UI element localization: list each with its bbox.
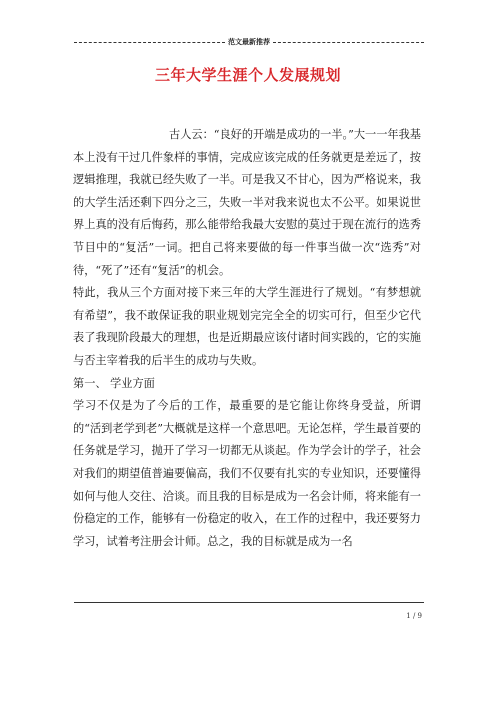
document-title: 三年大学生涯个人发展规划 <box>154 66 341 84</box>
document-body <box>73 124 421 553</box>
paragraph-intro: 古人云：“良好的开端是成功的一半。”大一一年我基本上没有干过几件象样的事情，完成应该完成的任务就更是差远了，按逻辑推理，我就已经失败了一半。可是我又不甘心，因为严格说来，我的大学生活还剩下四分之三，失败一半对我来说也太不公平。如果说世界上真的没有后悔药，那么能带给我最大安慰的莫过于现在流行的选秀节目中的“复活”一词。把自己将来要做的每一件事当做一次“选秀”对待，“死了”还有“复活”的机会。 <box>73 128 421 277</box>
footer-divider <box>74 602 424 603</box>
paragraph-academics: 学习不仅是为了今后的工作，最重要的是它能让你终身受益，所谓的“活到老学到老”大概就是这样一个意思吧。无论怎样，学生最首要的任务就是学习，抛开了学习一切都无从谈起。作为学会计的学子，社会对我们的期望值普遍要偏高，我们不仅要有扎实的专业知识，还要懂得如何与他人交往、洽谈。而且我的目标是成为一名会计师，将来能有一份稳定的工作，能够有一份稳定的收入，在工作的过程中，我还要努力学习，试着考注册会计师。总之，我的目标就是成为一名 <box>73 399 421 548</box>
header-dash-right <box>273 42 424 43</box>
section-heading-academics: 第一、 学业方面 <box>73 376 155 390</box>
paragraph-plan-overview: 特此，我从三个方面对接下来三年的大学生涯进行了规划。“有梦想就有希望”，我不敢保证我的职业规划完完全全的切实可行，但至少它代表了我现阶段最大的理想，也是近期最应该付诸时间实践的，它的实施与否主宰着我的后半生的成功与失败。 <box>73 286 421 367</box>
header-label: 范文最新推荐 <box>228 37 270 46</box>
page-number: 1 / 9 <box>406 612 422 620</box>
page-header <box>74 36 424 48</box>
header-dash-left <box>74 42 225 43</box>
